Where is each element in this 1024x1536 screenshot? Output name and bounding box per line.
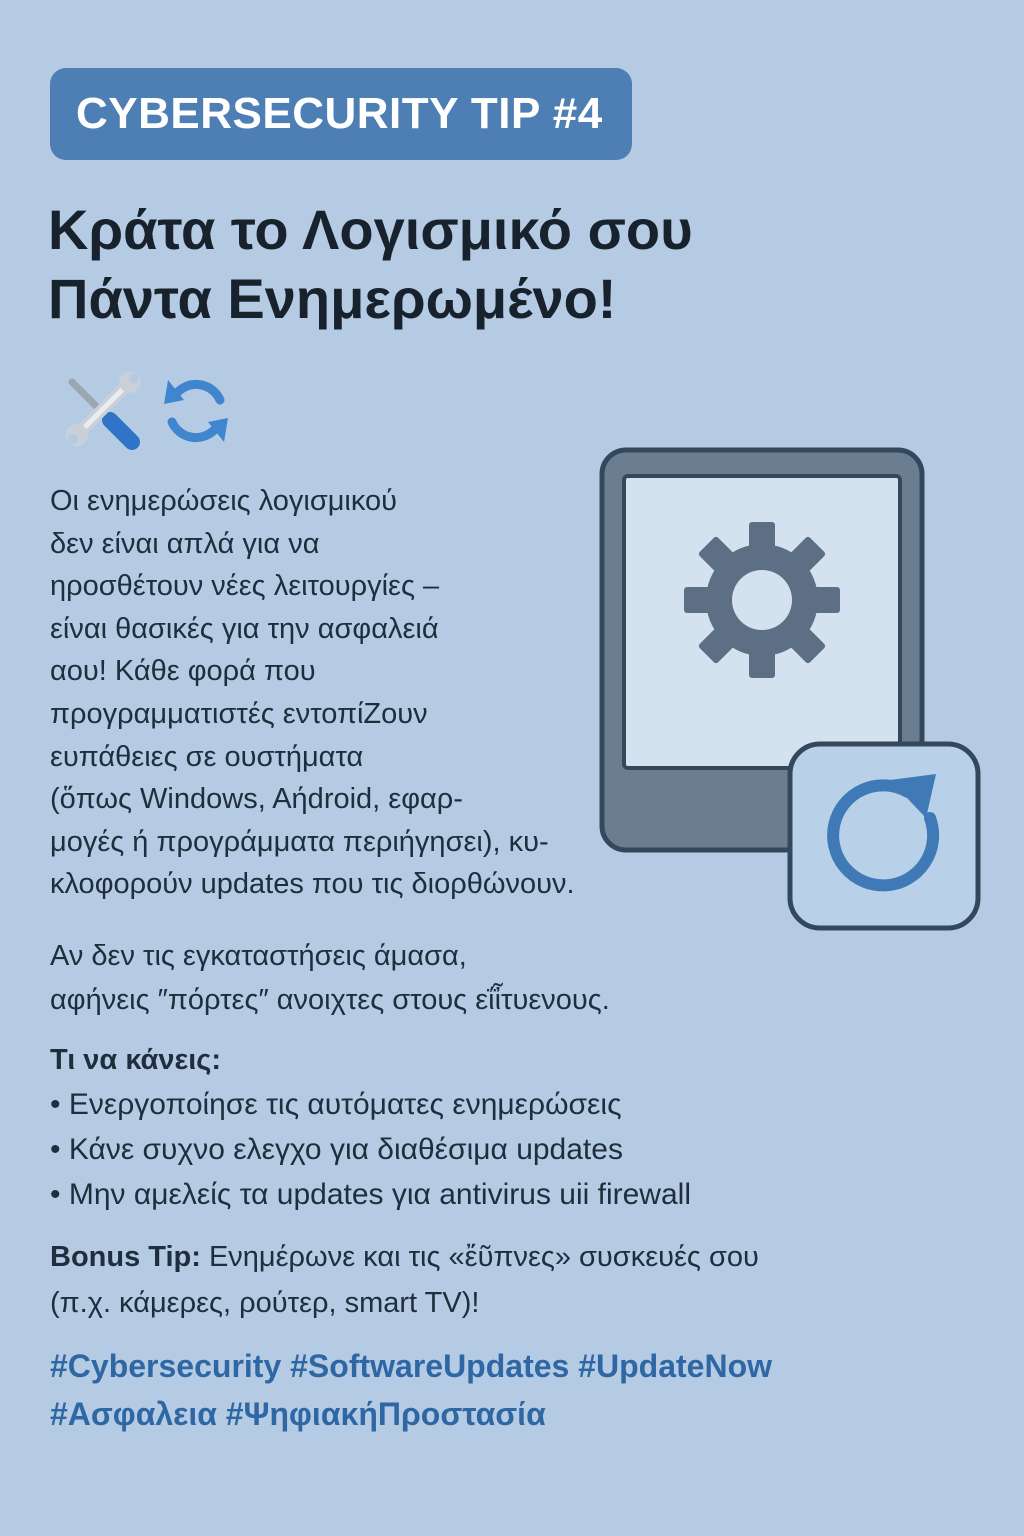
intro-line: είναι θασικές για την ασφαλειά	[50, 612, 439, 645]
hashtag-line-1: #Cybersecurity #SoftwareUpdates #UpdateNow	[50, 1348, 772, 1384]
intro-line: δεν είναι απλά για να	[50, 527, 320, 560]
refresh-arrows-icon	[158, 370, 234, 452]
intro-line: (ὅπως Windows, Aήdroid, εφαρ-	[50, 783, 463, 816]
bonus-text: Ενημέρωνε και τις «ἔῦπνες» συσκευές σου	[200, 1241, 759, 1273]
headline-line-2: Πάντα Ενημερωμένο!	[48, 267, 617, 330]
intro-line: προγραμματιστές εντοπίΖουν	[50, 697, 428, 730]
bonus-tip	[50, 1234, 980, 1326]
todo-list	[50, 1082, 970, 1217]
emoji-row	[58, 370, 258, 452]
intro-line: ευπάθειες σε ουστήματα	[50, 740, 364, 773]
headline-line-1: Κράτα το Λογισμικό σου	[48, 198, 693, 261]
todo-title: Τι να κάνεις:	[50, 1044, 222, 1076]
hashtags	[50, 1342, 980, 1438]
bonus-line-2: (π.χ. κάμερες, ρούτερ, smart TV)!	[50, 1287, 480, 1319]
page-title	[48, 195, 978, 333]
badge-label: CYBERSECURITY TIP #4	[76, 89, 603, 138]
hashtag-line-2: #Ασφαλεια #ΨηφιακήΠροστασία	[50, 1396, 546, 1432]
warning-paragraph	[50, 934, 970, 1022]
list-item: • Μην αμελείς τα updates για antivirus uii firewall	[50, 1172, 970, 1217]
update-icon	[790, 744, 978, 928]
intro-line: Οι ενημερώσεις λογισμικού	[50, 485, 398, 517]
intro-line: κλοφορούν updates που τις διορθώνουν.	[50, 868, 575, 901]
bonus-label: Bonus Tip:	[50, 1241, 201, 1273]
intro-paragraph	[50, 480, 710, 906]
list-item: • Ενεργοποίησε τις αυτόματες ενημερώσεις	[50, 1082, 970, 1127]
intro-line: μογές ή προγράμματα περιήγησει), κυ-	[50, 825, 549, 858]
list-item: • Κάνε συχνο ελεγχο για διαθέσιμα updates	[50, 1127, 970, 1172]
wrench-screwdriver-icon	[58, 370, 144, 452]
tip-badge	[50, 68, 632, 160]
warning-line-1: Αν δεν τις εγκαταστήσεις άμασα,	[50, 940, 467, 972]
intro-line: αου! Κάθε φορά που	[50, 655, 316, 688]
warning-line-2: αφήνεις ″πόρτες″ ανοιχτες στους εΐἶτυενους.	[50, 984, 610, 1016]
intro-line: ηροσθέτουν νέες λειτουργίες –	[50, 570, 440, 603]
